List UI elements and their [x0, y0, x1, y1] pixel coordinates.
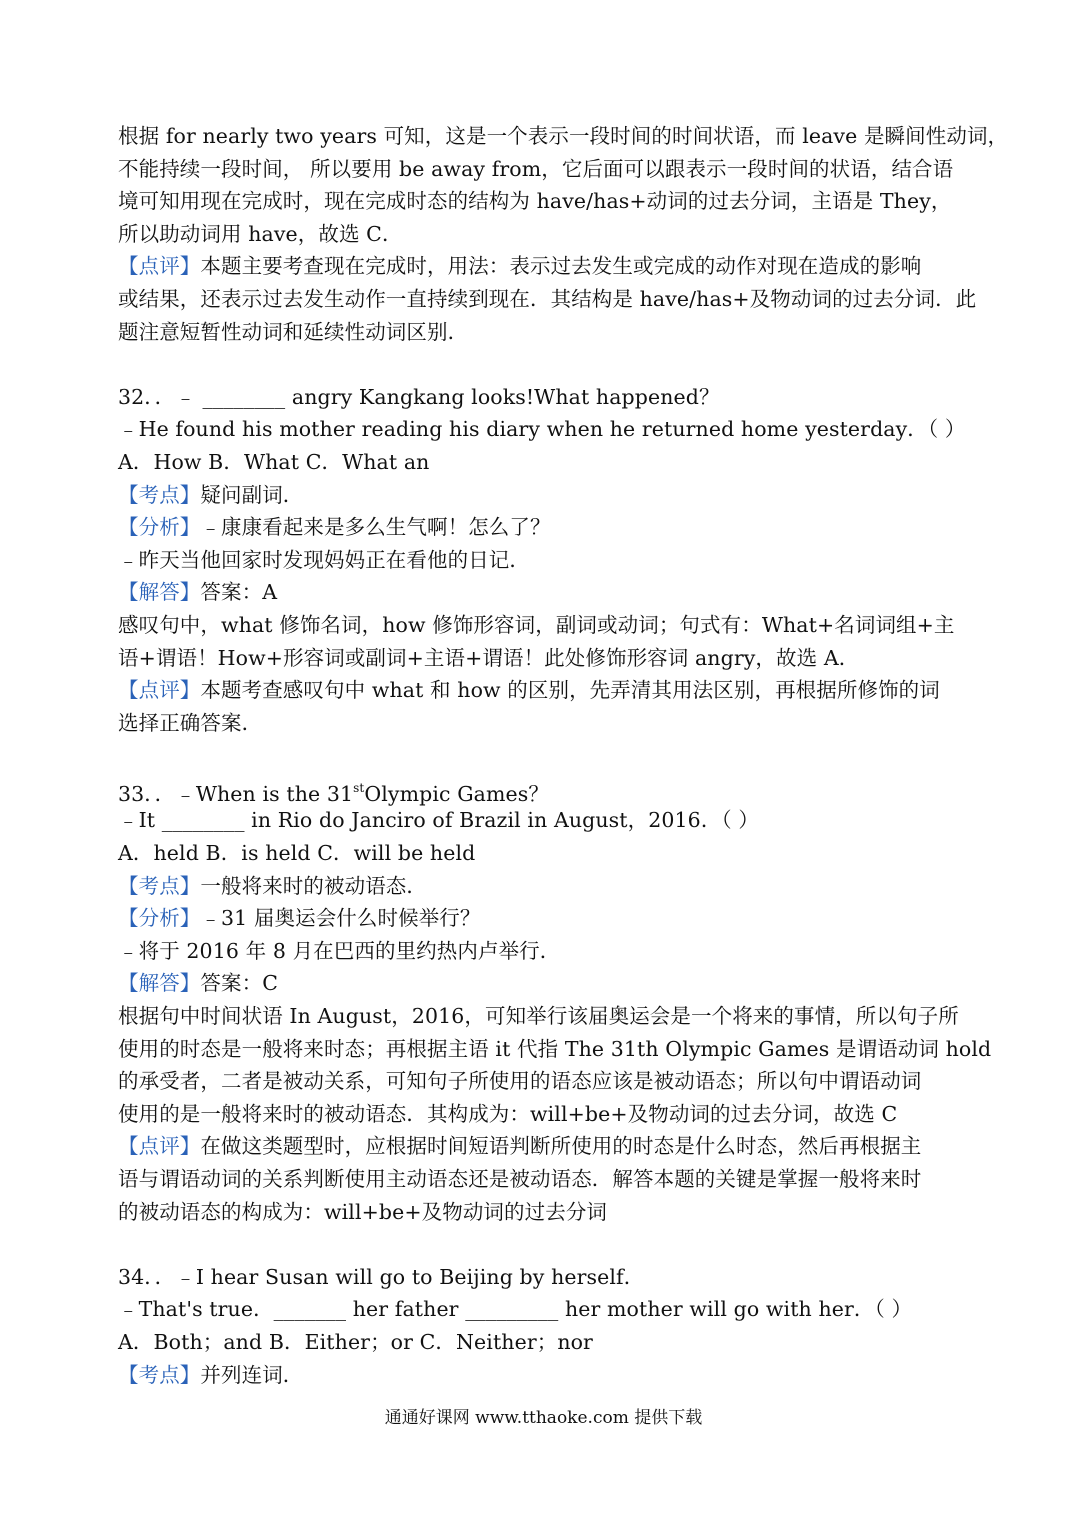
- text-line: 选择正确答案．: [118, 710, 263, 735]
- point-text: 并列连词．: [200, 1362, 304, 1387]
- text-line: 或结果，还表示过去发生动作一直持续到现在．其结构是 have/has+及物动词的过去分词．此: [118, 286, 977, 311]
- document-body: [118, 120, 1009, 1391]
- analysis-tag: 【分析】: [118, 515, 201, 540]
- text-line: 根据 for nearly two years 可知，这是一个表示一段时间的时间状语，而 leave 是瞬间性动词，: [118, 124, 1009, 148]
- text-line: 语与谓语动词的关系判断使用主动语态还是被动语态．解答本题的关键是掌握一般将来时: [118, 1167, 922, 1191]
- point-text: 一般将来时的被动语态．: [200, 873, 428, 898]
- comment-tag: 【点评】: [118, 254, 201, 279]
- page-footer: 通通好课网 www.tthaoke.com 提供下载: [384, 1408, 703, 1428]
- spacer: [118, 739, 970, 772]
- point-line: [118, 1359, 970, 1392]
- point-text: 疑问副词．: [200, 482, 304, 507]
- point-line: [118, 479, 970, 512]
- text-line: ﹣将于 2016 年 8 月在巴西的里约热内卢举行．: [118, 938, 561, 963]
- question-options: A．How B．What C．What an: [118, 449, 430, 474]
- text-line: 感叹句中，what 修饰名词，how 修饰形容词，副词或动词；句式有：What+名词词组+主: [118, 612, 955, 637]
- text-line: 使用的时态是一般将来时态；再根据主语 it 代指 The 31th Olympic Games 是谓语动词 hold: [118, 1036, 992, 1061]
- answer-text: 答案：C: [200, 971, 278, 996]
- text-line: 的承受者，二者是被动关系，可知句子所使用的语态应该是被动语态；所以句中谓语动词: [118, 1069, 922, 1094]
- text-line: 不能持续一段时间， 所以要用 be away from，它后面可以跟表示一段时间的状语，结合语: [118, 156, 954, 181]
- text-line: ﹣昨天当他回家时发现妈妈正在看他的日记．: [118, 547, 530, 572]
- comment-line: [118, 674, 970, 707]
- question-32: 32．．﹣ ________ angry Kangkang looks!What happened？: [118, 384, 720, 409]
- analysis-text: ﹣31 届奥运会什么时候举行？: [200, 906, 481, 931]
- question-reply: ﹣That's true．_______ her father _________ her mother will go with her．（ ）: [118, 1297, 913, 1322]
- question-34: 34．．﹣I hear Susan will go to Beijing by herself．: [118, 1264, 645, 1289]
- comment-line: [118, 1130, 970, 1163]
- spacer: [118, 1228, 970, 1261]
- answer-tag: 【解答】: [118, 971, 201, 996]
- analysis-line: [118, 902, 970, 935]
- analysis-text: ﹣康康看起来是多么生气啊！怎么了？: [200, 515, 551, 540]
- point-tag: 【考点】: [118, 1362, 201, 1387]
- answer-tag: 【解答】: [118, 580, 201, 605]
- point-tag: 【考点】: [118, 482, 201, 507]
- text-line: 所以助动词用 have，故选 C．: [118, 221, 403, 246]
- ordinal-suffix: st: [353, 780, 365, 795]
- answer-line: [118, 576, 970, 609]
- text-line: 使用的是一般将来时的被动语态．其构成为：will+be+及物动词的过去分词，故选 C: [118, 1101, 898, 1126]
- question-options: A．Both；and B．Either；or C．Neither；nor: [118, 1329, 593, 1354]
- question-reply: ﹣He found his mother reading his diary when he returned home yesterday．（ ）: [118, 417, 966, 442]
- question-text: 33．．﹣When is the 31: [118, 781, 354, 806]
- spacer: [118, 348, 970, 381]
- comment-tag: 【点评】: [118, 678, 201, 703]
- question-33: [118, 772, 970, 805]
- analysis-tag: 【分析】: [118, 906, 201, 931]
- comment-text: 在做这类题型时，应根据时间短语判断所使用的时态是什么时态，然后再根据主: [200, 1134, 922, 1159]
- point-tag: 【考点】: [118, 873, 201, 898]
- comment-text: 本题考查感叹句中 what 和 how 的区别，先弄清其用法区别，再根据所修饰的词: [200, 678, 940, 703]
- point-line: [118, 870, 970, 903]
- text-line: 根据句中时间状语 In August，2016，可知举行该届奥运会是一个将来的事情，所以句子所: [118, 1004, 959, 1029]
- text-line: 题注意短暂性动词和延续性动词区别．: [118, 319, 469, 344]
- text-line: 语+谓语！How+形容词或副词+主语+谓语！此处修饰形容词 angry，故选 A．: [118, 645, 860, 670]
- question-options: A．held B．is held C．will be held: [118, 841, 476, 866]
- comment-tag: 【点评】: [118, 1134, 201, 1159]
- comment-line: [118, 250, 970, 283]
- comment-text: 本题主要考查现在完成时，用法：表示过去发生或完成的动作对现在造成的影响: [200, 254, 922, 279]
- text-line: 的被动语态的构成为：will+be+及物动词的过去分词: [118, 1199, 608, 1224]
- question-reply: ﹣It ________ in Rio do Janciro of Brazil in August，2016．（ ）: [118, 808, 759, 833]
- answer-line: [118, 967, 970, 1000]
- text-line: 境可知用现在完成时，现在完成时态的结构为 have/has+动词的过去分词，主语是 They，: [118, 189, 952, 214]
- answer-text: 答案：A: [200, 580, 278, 605]
- question-text: Olympic Games？: [364, 781, 549, 806]
- analysis-line: [118, 511, 970, 544]
